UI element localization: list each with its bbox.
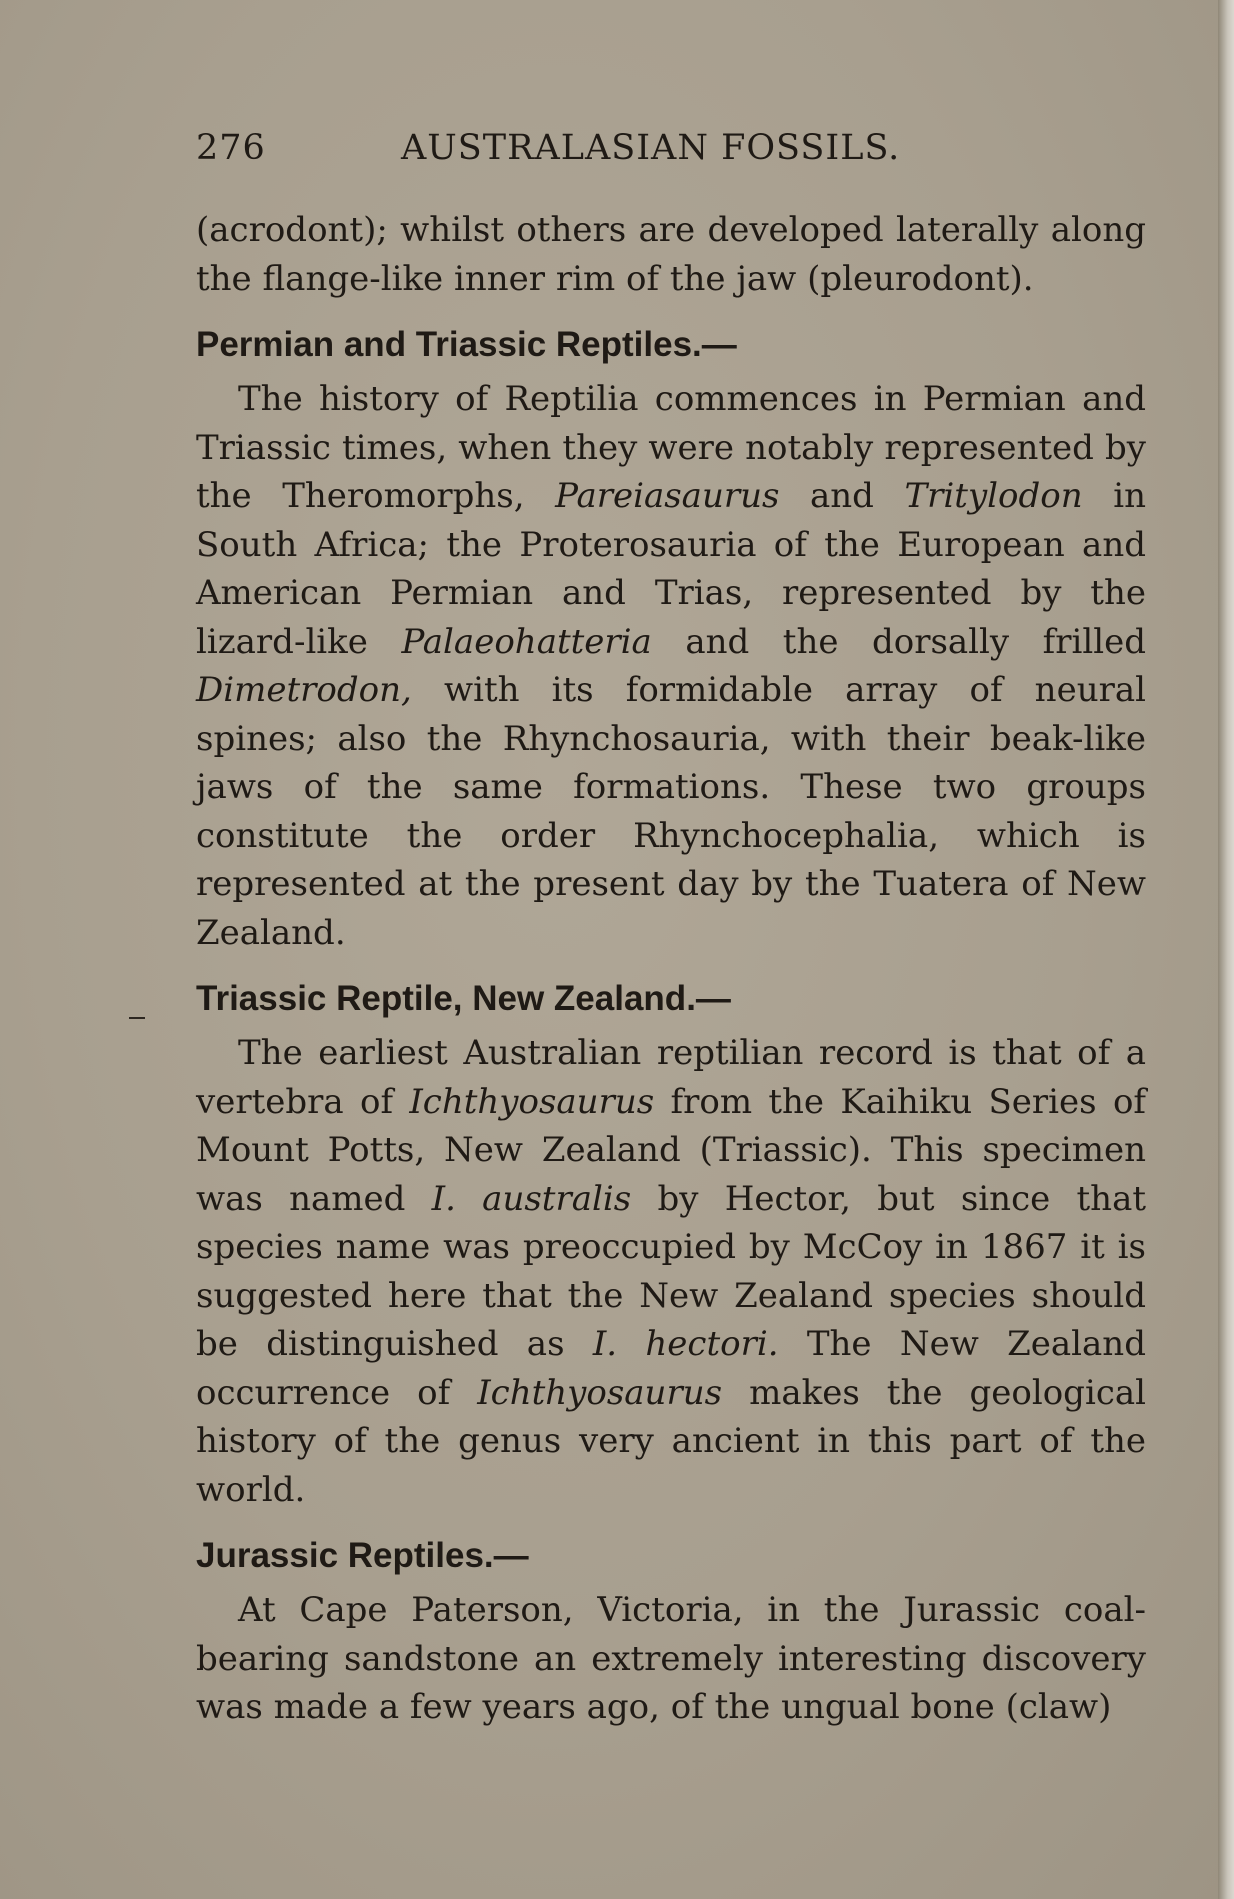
text-run: from the Kaihiku Series of Mount Potts, New Zealand (Triassic). This specimen was named <box>196 1081 1147 1219</box>
text-run: and <box>779 476 905 516</box>
paragraph-permian-triassic <box>196 375 1146 957</box>
taxon-name: Ichthyosaurus <box>477 1372 723 1413</box>
taxon-name: Dimetrodon, <box>196 670 412 710</box>
taxon-name: Palaeohatteria <box>401 621 652 662</box>
taxon-name: Pareiasaurus <box>555 476 780 516</box>
paragraph-triassic-nz <box>196 1029 1146 1514</box>
running-head <box>196 118 1146 182</box>
taxon-name: Ichthyosaurus <box>409 1081 655 1122</box>
margin-mark <box>129 1017 145 1019</box>
text-run: in South Africa; the Proterosauria of the European and American Permian and Trias, represented by the lizard-like <box>196 476 1146 662</box>
text-run: with its formidable array of neural spines; also the Rhynchosauria, with their beak-like jaws of the same formations. These two groups constitute the order Rhynchocephalia, which is represented at the present day by the Tuatera of New Zealand. <box>196 670 1146 953</box>
page-content <box>196 118 1146 1732</box>
book-title: AUSTRALASIAN FOSSILS. <box>401 128 901 168</box>
taxon-name: I. hectori. <box>592 1324 779 1364</box>
section-heading-triassic-nz: Triassic Reptile, New Zealand.— <box>196 979 731 1018</box>
section-heading-permian-triassic: Permian and Triassic Reptiles.— <box>196 325 737 364</box>
taxon-name: Tritylodon <box>904 476 1083 516</box>
text-run: The history of Reptilia commences in Permian and Triassic times, when they were notably represented by the Theromorphs, <box>196 379 1146 516</box>
text-run: makes the geological history of the genus very ancient in this part of the world. <box>196 1372 1147 1510</box>
paragraph-continuation: (acrodont); whilst others are developed laterally along the flange-like inner rim of the jaw (pleurodont). <box>196 210 1146 299</box>
page-edge <box>1218 0 1234 1899</box>
page-number: 276 <box>196 128 266 168</box>
text-run: and the dorsally frilled <box>651 621 1147 662</box>
text-run: The earliest Australian reptilian record is that of a vertebra of <box>196 1033 1146 1122</box>
taxon-name: I. australis <box>431 1178 632 1219</box>
text-run: The New Zealand occurrence of <box>196 1324 1146 1413</box>
text-run: by Hector, but since that species name was preoccupied by McCoy in 1867 it is suggested here that the New Zealand species should be distinguished as <box>196 1178 1147 1364</box>
section-heading-jurassic: Jurassic Reptiles.— <box>196 1536 529 1575</box>
paragraph-jurassic: At Cape Paterson, Victoria, in the Jurassic coal-bearing sandstone an extremely interesting discovery was made a few years ago, of the ungual bone (claw) <box>196 1590 1146 1727</box>
